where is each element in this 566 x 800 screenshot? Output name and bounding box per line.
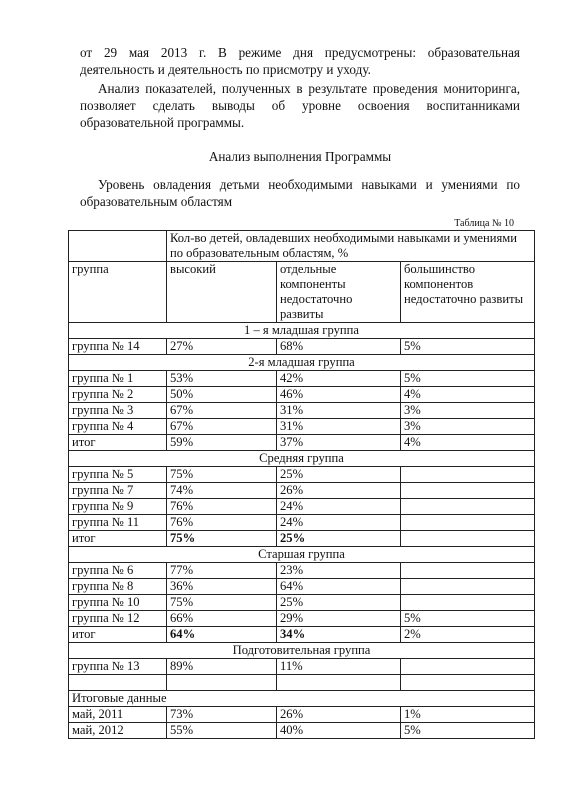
- cell-most: [401, 595, 535, 611]
- section-title: Старшая группа: [69, 547, 535, 563]
- table-row: [69, 387, 535, 403]
- cell-high: 77%: [167, 563, 277, 579]
- table-row: [69, 595, 535, 611]
- cell-partial: 11%: [277, 659, 401, 675]
- table-row: [69, 531, 535, 547]
- cell-most: 5%: [401, 339, 535, 355]
- cell-partial: 26%: [277, 483, 401, 499]
- cell-most: 5%: [401, 611, 535, 627]
- empty-cell: [167, 675, 277, 691]
- cell-high: 59%: [167, 435, 277, 451]
- cell-group: итог: [69, 435, 167, 451]
- section-title: Средняя группа: [69, 451, 535, 467]
- cell-most: 2%: [401, 627, 535, 643]
- header-span-cell: Кол-во детей, овладевших необходимыми навыками и умениями по образовательным областям, %: [167, 231, 535, 262]
- cell-group: группа № 4: [69, 419, 167, 435]
- cell-group: группа № 5: [69, 467, 167, 483]
- cell-group: группа № 10: [69, 595, 167, 611]
- table-row: [69, 515, 535, 531]
- cell-high: 36%: [167, 579, 277, 595]
- table-row: [69, 419, 535, 435]
- cell-high: 75%: [167, 467, 277, 483]
- section-row: [69, 323, 535, 339]
- table-row: [69, 627, 535, 643]
- cell-high: 75%: [167, 595, 277, 611]
- table-subheader-row: [69, 262, 535, 323]
- section-title: Подготовительная группа: [69, 643, 535, 659]
- cell-high: 76%: [167, 515, 277, 531]
- cell-group: группа № 11: [69, 515, 167, 531]
- col-partial-header: отдельные компоненты недостаточно развиты: [277, 262, 401, 323]
- cell-high: 50%: [167, 387, 277, 403]
- cell-partial: 29%: [277, 611, 401, 627]
- cell-group: группа № 12: [69, 611, 167, 627]
- cell-most: 3%: [401, 419, 535, 435]
- cell-partial: 40%: [277, 723, 401, 739]
- cell-most: [401, 531, 535, 547]
- cell-partial: 25%: [277, 467, 401, 483]
- section-title: 1 – я младшая группа: [69, 323, 535, 339]
- cell-most: [401, 563, 535, 579]
- table-number: Таблица № 10: [454, 218, 514, 229]
- cell-group: май, 2011: [69, 707, 167, 723]
- cell-most: 3%: [401, 403, 535, 419]
- table-header-row: [69, 231, 535, 262]
- cell-group: группа № 7: [69, 483, 167, 499]
- header-empty-cell: [69, 231, 167, 262]
- section-row: [69, 451, 535, 467]
- cell-most: [401, 483, 535, 499]
- cell-high: 75%: [167, 531, 277, 547]
- cell-partial: 68%: [277, 339, 401, 355]
- col-group-header: группа: [69, 262, 167, 323]
- cell-high: 76%: [167, 499, 277, 515]
- cell-partial: 64%: [277, 579, 401, 595]
- table-row: [69, 579, 535, 595]
- cell-most: [401, 515, 535, 531]
- table-row: [69, 499, 535, 515]
- cell-partial: 25%: [277, 531, 401, 547]
- cell-high: 73%: [167, 707, 277, 723]
- cell-high: 66%: [167, 611, 277, 627]
- totals-row: [69, 707, 535, 723]
- table-row: [69, 371, 535, 387]
- cell-group: группа № 2: [69, 387, 167, 403]
- cell-group: группа № 13: [69, 659, 167, 675]
- cell-group: итог: [69, 627, 167, 643]
- section-title: 2-я младшая группа: [69, 355, 535, 371]
- cell-partial: 25%: [277, 595, 401, 611]
- empty-cell: [401, 675, 535, 691]
- analysis-paragraph: Анализ показателей, полученных в результате проведения мониторинга, позволяет сделать выводы об уровне освоения воспитанниками образовательной программы.: [80, 81, 520, 130]
- table-row: [69, 339, 535, 355]
- section-row: [69, 355, 535, 371]
- cell-group: группа № 9: [69, 499, 167, 515]
- cell-high: 27%: [167, 339, 277, 355]
- cell-partial: 24%: [277, 499, 401, 515]
- table-row: [69, 483, 535, 499]
- cell-most: [401, 499, 535, 515]
- cell-group: май, 2012: [69, 723, 167, 739]
- table-row: [69, 467, 535, 483]
- cell-partial: 34%: [277, 627, 401, 643]
- cell-partial: 31%: [277, 403, 401, 419]
- cell-group: группа № 6: [69, 563, 167, 579]
- cell-group: группа № 1: [69, 371, 167, 387]
- cell-partial: 23%: [277, 563, 401, 579]
- cell-high: 64%: [167, 627, 277, 643]
- cell-most: 1%: [401, 707, 535, 723]
- cell-high: 67%: [167, 419, 277, 435]
- section-row: [69, 547, 535, 563]
- col-high-header: высокий: [167, 262, 277, 323]
- totals-title-row: [69, 691, 535, 707]
- section-heading: Анализ выполнения Программы: [208, 149, 392, 164]
- table-row: [69, 611, 535, 627]
- cell-high: 55%: [167, 723, 277, 739]
- cell-group: группа № 14: [69, 339, 167, 355]
- cell-group: группа № 3: [69, 403, 167, 419]
- cell-most: [401, 659, 535, 675]
- cell-high: 74%: [167, 483, 277, 499]
- cell-high: 67%: [167, 403, 277, 419]
- table-row: [69, 435, 535, 451]
- cell-partial: 24%: [277, 515, 401, 531]
- cell-most: [401, 579, 535, 595]
- table-row: [69, 403, 535, 419]
- cell-group: итог: [69, 531, 167, 547]
- results-table: [68, 230, 535, 739]
- cell-partial: 37%: [277, 435, 401, 451]
- cell-high: 53%: [167, 371, 277, 387]
- table-row: [69, 659, 535, 675]
- cell-partial: 42%: [277, 371, 401, 387]
- totals-row: [69, 723, 535, 739]
- cell-partial: 26%: [277, 707, 401, 723]
- cell-partial: 31%: [277, 419, 401, 435]
- table-row: [69, 563, 535, 579]
- col-most-header: большинство компонентов недостаточно развиты: [401, 262, 535, 323]
- cell-most: 4%: [401, 435, 535, 451]
- intro-paragraph: от 29 мая 2013 г. В режиме дня предусмотрены: образовательная деятельность и деятельность по присмотру и уходу.: [80, 45, 520, 77]
- totals-title: Итоговые данные: [69, 691, 535, 707]
- cell-most: [401, 467, 535, 483]
- empty-cell: [277, 675, 401, 691]
- cell-partial: 46%: [277, 387, 401, 403]
- empty-cell: [69, 675, 167, 691]
- cell-most: 5%: [401, 371, 535, 387]
- section-row: [69, 643, 535, 659]
- cell-most: 5%: [401, 723, 535, 739]
- empty-row: [69, 675, 535, 691]
- cell-high: 89%: [167, 659, 277, 675]
- cell-group: группа № 8: [69, 579, 167, 595]
- table-caption: Уровень овладения детьми необходимыми навыками и умениями по образовательным областям: [80, 177, 520, 209]
- cell-most: 4%: [401, 387, 535, 403]
